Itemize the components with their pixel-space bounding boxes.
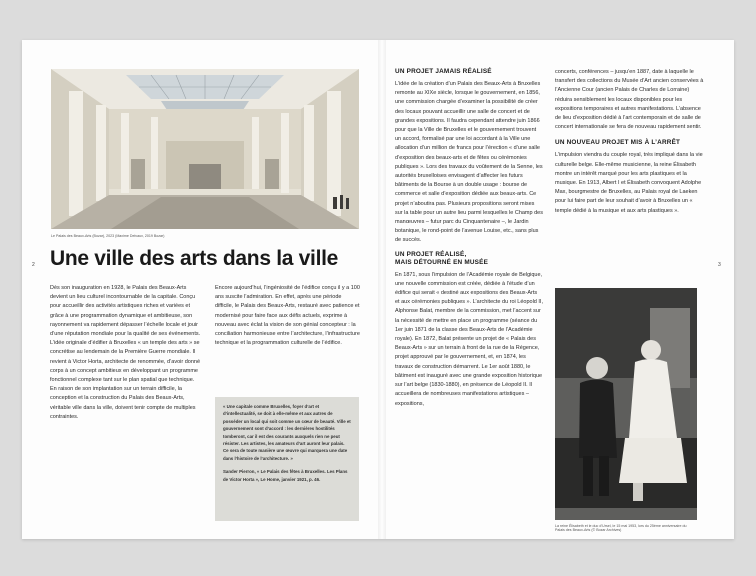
section-heading [395,251,543,267]
right-column-2 [555,68,705,216]
photo1-caption: Le Palais des Beaux-Arts (Bozar), 2023 (Maxime Delvaux, 2019 Bozar) [51,234,165,238]
heading-line: UN PROJET RÉALISÉ, [395,250,467,258]
photo-great-hall [51,69,359,229]
photo-queen-elisabeth [555,288,697,520]
quote-source: Sander Pierron, « Le Palais des fêtes à Bruxelles. Les Plans de Victor Horta », Le Home, janvier 1921, p. 46. [223,469,348,482]
page-number-right: 3 [718,262,721,268]
quote-text: « Une capitale comme Bruxelles, foyer d’art et d’intellectualité, se doit à elle-même et aux autres de posséder un local qui soit comme un cœur de beauté. Ville et gouvernement sont d’accord : les dernières hostilités tomberont, car il est des courants auxquels rien ne peut résister. Les artistes, les amateurs d’art auront leur palais. Ce sera de toute manière une œuvre qui marquera une date dans l’histoire de l’architecture. » [223,404,351,461]
book-spread [22,40,734,539]
paragraph: Encore aujourd’hui, l’ingéniosité de l’édifice conçu il y a 100 ans suscite l’admiration. En effet, après une période difficile, le Palais des Beaux-Arts, restauré avec patience et modernisé pour faire face aux défis actuels, exprime à nouveau avec éclat la vision de son génial concepteur : la conciliation harmonieuse entre l’architecture, l’infrastructure technique et la programmation culturelle de l’édifice. [215,285,360,347]
page-fold [378,40,386,539]
right-column-1 [395,68,543,409]
paragraph: concerts, conférences – jusqu’en 1887, date à laquelle le transfert des collections du Musée d’Art ancien conservées à l’Ancienne Cour (ancien Palais de Charles de Lorraine) réduira sensiblement les locaux disponibles pour les expositions temporaires et autres manifestations. L’absence de lieu d’exposition dédié à l’art contemporain et de salle de concert internationale se fera de nouveau rapidement sentir. [555,69,704,131]
paragraph: En 1871, sous l’impulsion de l’Académie royale de Belgique, une nouvelle commission est créée, dédiée à l’étude d’un édifice qui serait « destiné aux expositions des Beaux-Arts et aux cérémonies publiques ». L’architecte du roi Léopold II, Alphonse Balat, membre de la commission, met l’accent sur la nécessité de mettre en place un programme (séance du 1er juin 1871 de la classe des Beaux-Arts de l’Académie royale). En 1872, Balat présente un projet de « Palais des Beaux-Arts » sur un terrain à front de la rue de la Régence, projet approuvé par le gouvernement, et, en 1874, les travaux de construction démarrent. Le 1er août 1880, le bâtiment est inauguré avec une grande exposition historique sur l’art belge (1830-1880), en présence de Léopold II. Il accueillera de nombreuses manifestations artistiques – expositions, [395,271,543,407]
paragraph: L’idée originale d’édifier à Bruxelles « un temple des arts » se concrétise au lendemain de la Première Guerre mondiale. Il revient à Victor Horta, architecte de renommée, d’avoir donné corps à un concept ambitieux en développant un programme fonctionnel complexe tant sur le plan spatial que technique. En raison de son implantation sur un terrain difficile, la conception et la construction du Palais des Beaux-Arts, véritable ville dans la ville, doivent tenir compte de multiples contraintes. [50,340,201,420]
left-column-1 [50,284,202,422]
page-title: Une ville des arts dans la ville [50,247,339,270]
paragraph: L’idée de la création d’un Palais des Beaux-Arts à Bruxelles remonte au XIXe siècle, lorsque le gouvernement, en 1856, une commission chargée d’examiner la possibilité de créer des locaux pouvant accueillir une salle de concert et de grandes expositions. Il faudra cependant attendre juin 1866 pour que la Ville de Bruxelles et le gouvernement trouvent un accord, formalisé par une loi accordant à la Ville une allocation d’un million de francs pour l’érection « d’une salle d’exposition des beaux-arts et de fêtes ou cérémonies publiques ». Lors des travaux du voûtement de la Senne, les autorités bruxelloises envisagent d’affecter les futurs bâtiments de la Bourse à un double usage : bourse de commerce et salle d’exposition dédiée aux beaux-arts. Ce projet n’aboutira pas. Plusieurs propositions seront mises sur la table pour un autre lieu parmi lesquelles le Champ des manœuvres – futur parc du Cinquantenaire –, le Jardin botanique, le rond-point de l’avenue Louise, etc., sans plus de succès. [395,81,543,244]
section-heading: UN NOUVEAU PROJET MIS À L’ARRÊT [555,139,681,147]
section-heading: UN PROJET JAMAIS RÉALISÉ [395,68,492,75]
paragraph: Dès son inauguration en 1928, le Palais des Beaux-Arts devient un lieu culturel incontournable de la capitale. Conçu pour accueillir des activités artistiques riches et variées et grâce à une programmation dynamique et ambitieuse, son rayonnement va rapidement dépasser l’échelle locale et jouir d’une réputation mondiale pour la qualité de ses événements. [50,285,201,338]
heading-line: MAIS DÉTOURNÉ EN MUSÉE [395,258,489,266]
left-column-2 [215,284,361,348]
quote-box [215,397,359,521]
paragraph: L’impulsion viendra du couple royal, très impliqué dans la vie culturelle belge. Elle-même musicienne, la reine Élisabeth montre un intérêt marqué pour les arts plastiques et la musique. En 1913, Albert I et Élisabeth convoquent Adolphe Max, bourgmestre de Bruxelles, au Palais royal de Laeken pour lui faire part de leur souhait d’avoir à Bruxelles un « temple dédié à la musique et aux arts plastiques ». [555,152,703,214]
photo2-caption: La reine Élisabeth et le duc d’Ursel, le 15 mai 1953, lors du 25ème anniversaire du Palais des Beaux-Arts (© Bozar Archives) [555,524,687,533]
page-number-left: 2 [32,262,35,268]
